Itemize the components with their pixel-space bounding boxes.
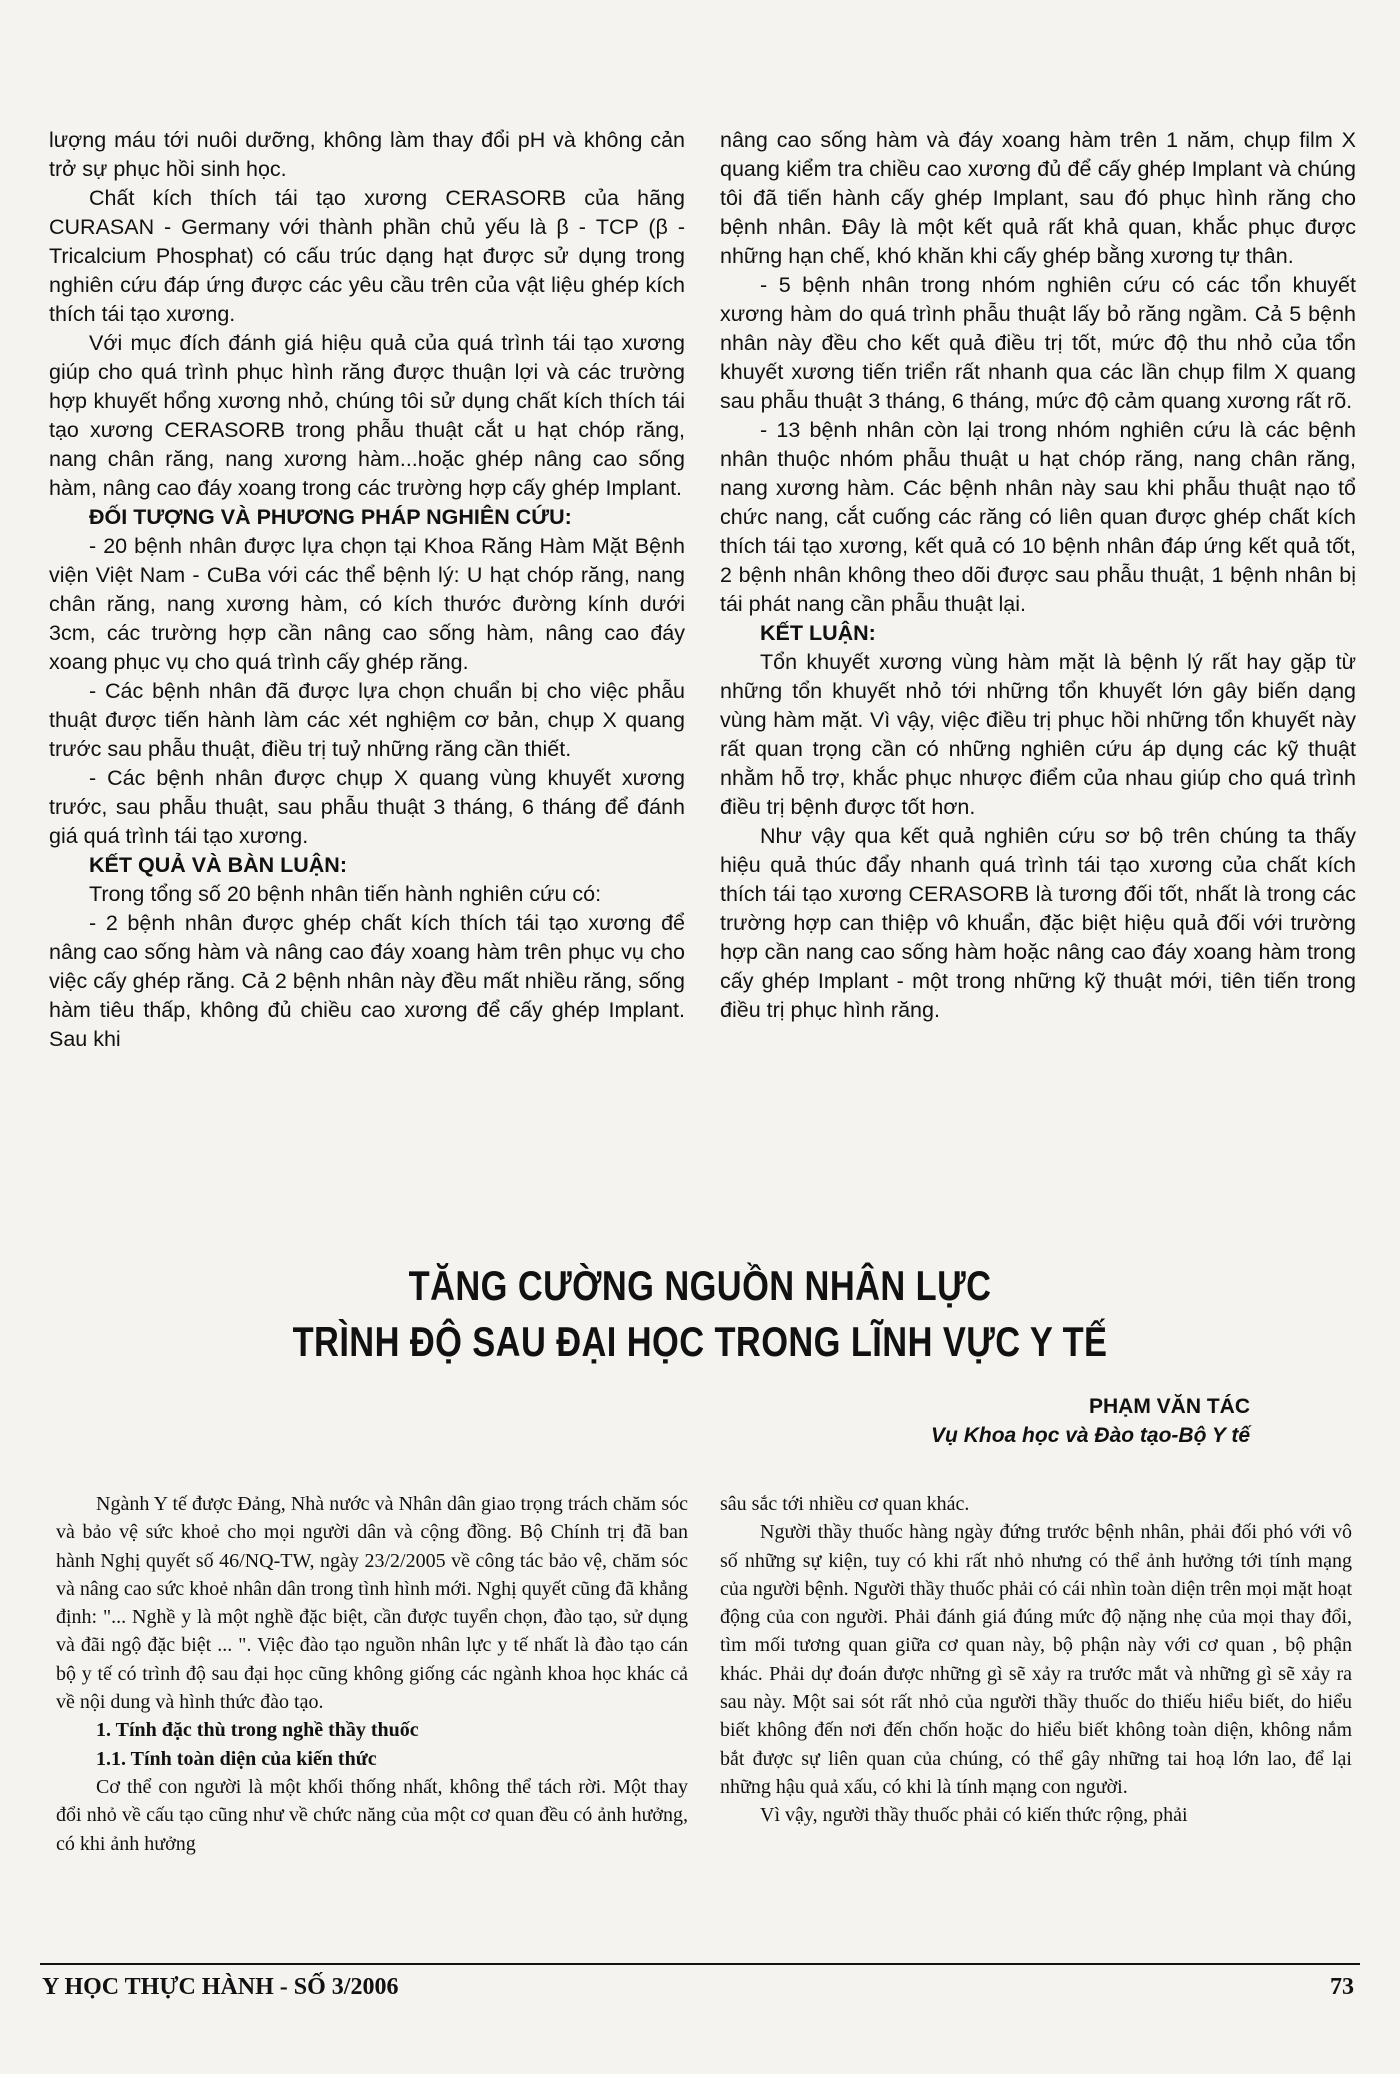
paragraph: Vì vậy, người thầy thuốc phải có kiến thức rộng, phải	[760, 1804, 1188, 1827]
subsection-heading: 1.1. Tính toàn diện của kiến thức	[96, 1747, 377, 1770]
paragraph: nâng cao sống hàm và đáy xoang hàm trên 1 năm, chụp film X quang kiểm tra chiều cao xương đủ để cấy ghép Implant và chúng tôi đã tiến hành cấy ghép Implant, sau đó phục hình răng cho bệnh nhân. Đây là một kết quả rất khả quan, khắc phục được những hạn chế, khó khăn khi cấy ghép bằng xương tự thân.	[720, 128, 1356, 268]
section-heading-conclusion: KẾT LUẬN:	[760, 621, 876, 645]
paragraph: Tổn khuyết xương vùng hàm mặt là bệnh lý rất hay gặp từ những tổn khuyết nhỏ tới những tổn khuyết lớn gây biến dạng vùng hàm mặt. Vì vậy, việc điều trị phục hồi những tổn khuyết này rất quan trọng cần có những nghiên cứu áp dụng các kỹ thuật nhằm hỗ trợ, khắc phục nhược điểm của nhau giúp cho quá trình điều trị bệnh được tốt hơn.	[720, 650, 1356, 819]
paragraph: - Các bệnh nhân được chụp X quang vùng khuyết xương trước, sau phẫu thuật, sau phẫu thuật 3 tháng, 6 tháng để đánh giá quá trình tái tạo xương.	[49, 766, 685, 848]
bottom-left-column	[56, 1490, 688, 1858]
paragraph: - 2 bệnh nhân được ghép chất kích thích tái tạo xương để nâng cao sống hàm và nâng cao đáy xoang hàm trên phục vụ cho việc cấy ghép răng. Cả 2 bệnh nhân này đều mất nhiều răng, sống hàm tiêu thấp, không đủ chiều cao xương để cấy ghép Implant. Sau khi	[49, 911, 685, 1051]
top-left-column	[49, 126, 685, 1054]
author-name: PHẠM VĂN TÁC	[1089, 1395, 1250, 1418]
byline	[931, 1392, 1250, 1450]
section-heading-results: KẾT QUẢ VÀ BÀN LUẬN:	[89, 853, 347, 877]
section-heading-methods: ĐỐI TƯỢNG VÀ PHƯƠNG PHÁP NGHIÊN CỨU:	[89, 505, 572, 529]
page-number: 73	[1330, 1974, 1354, 2000]
paragraph: Người thầy thuốc hàng ngày đứng trước bệnh nhân, phải đối phó với vô số những sự kiện, tuy có khi rất nhỏ nhưng có thể ảnh hưởng tới tính mạng của người bệnh. Người thầy thuốc phải có cái nhìn toàn diện trên mọi mặt hoạt động của con người. Phải đánh giá đúng mức độ nặng nhẹ của mọi thay đổi, tìm mối tương quan giữa cơ quan này, bộ phận này với cơ quan , bộ phận khác. Phải dự đoán được những gì sẽ xảy ra trước mắt và những gì sẽ xảy ra sau này. Một sai sót rất nhỏ của người thầy thuốc do thiếu hiểu biết, do hiểu biết không đến nơi đến chốn hoặc do hiểu biết không toàn diện, không nắm bắt được sự liên quan của chúng, có thể gây những tai hoạ lớn lao, để lại những hậu quả xấu, có khi là tính mạng con người.	[720, 1521, 1352, 1798]
footer-journal-name: Y HỌC THỰC HÀNH - SỐ 3/2006	[42, 1974, 399, 2000]
paragraph: Cơ thể con người là một khối thống nhất, không thể tách rời. Một thay đổi nhỏ về cấu tạo cũng như về chức năng của một cơ quan đều có ảnh hưởng, có khi ảnh hưởng	[56, 1775, 688, 1855]
author-affiliation: Vụ Khoa học và Đào tạo-Bộ Y tế	[931, 1424, 1250, 1447]
bottom-right-column	[720, 1490, 1352, 1830]
paragraph: Trong tổng số 20 bệnh nhân tiến hành nghiên cứu có:	[89, 882, 602, 906]
article-title-line: TRÌNH ĐỘ SAU ĐẠI HỌC TRONG LĨNH VỰC Y TẾ	[292, 1318, 1108, 1365]
paragraph: Như vậy qua kết quả nghiên cứu sơ bộ trên chúng ta thấy hiệu quả thúc đẩy nhanh quá trình tái tạo xương của chất kích thích tái tạo xương CERASORB là tương đối tốt, nhất là trong các trường hợp can thiệp vô khuẩn, đặc biệt hiệu quả đối với trường hợp cần nang cao sống hàm hoặc nâng cao đáy xoang hàm trong cấy ghép Implant - một trong những kỹ thuật mới, tiên tiến trong điều trị phục hình răng.	[720, 824, 1356, 1022]
article-title	[126, 1258, 1274, 1370]
paragraph: - 20 bệnh nhân được lựa chọn tại Khoa Răng Hàm Mặt Bệnh viện Việt Nam - CuBa với các thể bệnh lý: U hạt chóp răng, nang chân răng, nang xương hàm, có kích thước đường kính dưới 3cm, các trường hợp cần nâng cao sống hàm, nâng cao đáy xoang phục vụ cho quá trình cấy ghép răng.	[49, 534, 685, 674]
footer-divider	[40, 1963, 1360, 1965]
paragraph: Ngành Y tế được Đảng, Nhà nước và Nhân dân giao trọng trách chăm sóc và bảo vệ sức khoẻ cho mọi người dân và cộng đồng. Bộ Chính trị đã ban hành Nghị quyết số 46/NQ-TW, ngày 23/2/2005 về công tác bảo vệ, chăm sóc và nâng cao sức khoẻ nhân dân trong tình hình mới. Nghị quyết cũng đã khẳng định: "... Nghề y là một nghề đặc biệt, cần được tuyển chọn, đào tạo, sử dụng và đãi ngộ đặc biệt ... ". Việc đào tạo nguồn nhân lực y tế nhất là đào tạo cán bộ y tế có trình độ sau đại học cũng không giống các ngành khoa học khác cả về nội dung và hình thức đào tạo.	[56, 1493, 688, 1714]
paragraph: - 5 bệnh nhân trong nhóm nghiên cứu có các tổn khuyết xương hàm do quá trình phẫu thuật lấy bỏ răng ngầm. Cả 5 bệnh nhân này đều cho kết quả điều trị tốt, mức độ thu nhỏ của tổn khuyết xương tiến triển rất nhanh qua các lần chụp film X quang sau phẫu thuật 3 tháng, 6 tháng, mức độ cảm quang xương rất rõ.	[720, 273, 1356, 413]
paragraph: - 13 bệnh nhân còn lại trong nhóm nghiên cứu là các bệnh nhân thuộc nhóm phẫu thuật u hạt chóp răng, nang chân răng, nang xương hàm. Các bệnh nhân này sau khi phẫu thuật nạo tổ chức nang, cắt cuống các răng có liên quan được ghép chất kích thích tái tạo xương, kết quả có 10 bệnh nhân đáp ứng kết quả tốt, 2 bệnh nhân không theo dõi được sau phẫu thuật, 1 bệnh nhân bị tái phát nang cần phẫu thuật lại.	[720, 418, 1356, 616]
paragraph: Chất kích thích tái tạo xương CERASORB của hãng CURASAN - Germany với thành phần chủ yếu là β - TCP (β - Tricalcium Phosphat) có cấu trúc dạng hạt được sử dụng trong nghiên cứu đáp ứng được các yêu cầu trên của vật liệu ghép kích thích tái tạo xương.	[49, 186, 685, 326]
section-heading: 1. Tính đặc thù trong nghề thầy thuốc	[96, 1719, 419, 1742]
paragraph: - Các bệnh nhân đã được lựa chọn chuẩn bị cho việc phẫu thuật được tiến hành làm các xét nghiệm cơ bản, chụp X quang trước sau phẫu thuật, điều trị tuỷ những răng cần thiết.	[49, 679, 685, 761]
paragraph: sâu sắc tới nhiều cơ quan khác.	[720, 1493, 970, 1515]
article-title-line: TĂNG CƯỜNG NGUỒN NHÂN LỰC	[408, 1262, 992, 1309]
paragraph: Với mục đích đánh giá hiệu quả của quá trình tái tạo xương giúp cho quá trình phục hình răng được thuận lợi và các trường hợp khuyết hổng xương nhỏ, chúng tôi sử dụng chất kích thích tái tạo xương CERASORB trong phẫu thuật cắt u hạt chóp răng, nang chân răng, nang xương hàm...hoặc ghép nâng cao sống hàm, nâng cao đáy xoang trong các trường hợp cấy ghép Implant.	[49, 331, 685, 500]
paragraph: lượng máu tới nuôi dưỡng, không làm thay đổi pH và không cản trở sự phục hồi sinh học.	[49, 128, 685, 181]
top-right-column	[720, 126, 1356, 1025]
